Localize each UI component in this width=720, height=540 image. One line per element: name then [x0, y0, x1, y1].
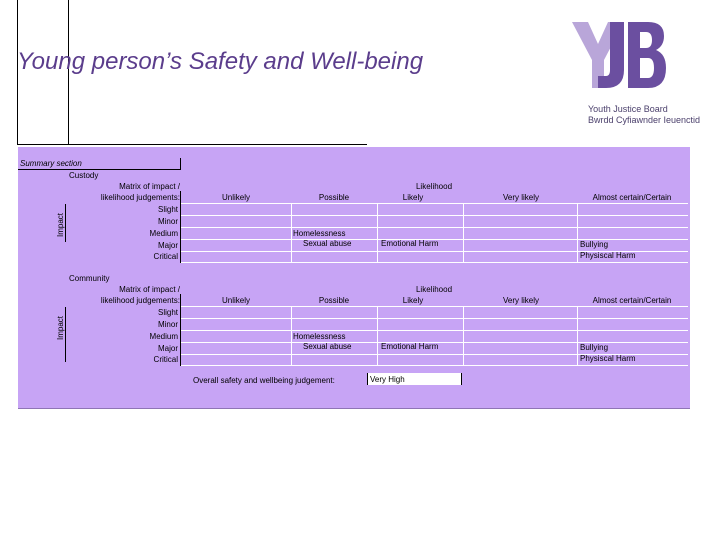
community-cell-homelessness: Homelessness — [293, 332, 346, 341]
summary-panel — [18, 147, 690, 409]
custody-grid-col-2 — [377, 203, 378, 263]
custody-matrix-label-1: Matrix of impact / — [119, 182, 180, 191]
custody-col-likely: Likely — [402, 193, 424, 202]
custody-col-unlikely: Unlikely — [221, 193, 250, 202]
community-grid-col-4 — [577, 306, 578, 366]
community-col-possible: Possible — [318, 296, 350, 305]
community-grid-line-2 — [181, 318, 688, 319]
community-col-almost-certain: Almost certain/Certain — [592, 296, 672, 305]
custody-heading: Custody — [69, 171, 99, 180]
page-title: Young person’s Safety and Well-being — [17, 48, 424, 75]
overall-judgement-label: Overall safety and wellbeing judgement: — [193, 376, 335, 385]
community-impact-label: Impact — [56, 315, 65, 340]
community-cell-sexual-abuse: Sexual abuse — [303, 342, 352, 351]
community-row-major: Major — [157, 344, 178, 353]
custody-grid-line-3 — [181, 227, 688, 228]
custody-cell-physical-harm: Physiscal Harm — [580, 251, 636, 260]
custody-row-major: Major — [157, 241, 178, 250]
community-grid-line-6 — [181, 365, 688, 366]
community-col-unlikely: Unlikely — [221, 296, 250, 305]
community-col-likely: Likely — [402, 296, 424, 305]
overall-judgement-field[interactable] — [367, 373, 462, 385]
community-heading: Community — [69, 274, 110, 283]
custody-cell-emotional-harm: Emotional Harm — [381, 239, 439, 248]
community-grid-col-1 — [291, 306, 292, 366]
custody-row-critical: Critical — [153, 252, 178, 261]
community-likelihood-label: Likelihood — [415, 285, 453, 294]
community-row-slight: Slight — [157, 308, 178, 317]
custody-grid-col-1 — [291, 203, 292, 263]
community-col-very-likely: Very likely — [502, 296, 539, 305]
community-row-medium: Medium — [149, 332, 178, 341]
custody-matrix-label-2: likelihood judgements: — [100, 193, 180, 202]
panel-bottom-line — [18, 408, 690, 409]
frame-bottom-line — [17, 144, 367, 145]
community-matrix-label-2: likelihood judgements: — [100, 296, 180, 305]
custody-impact-bracket — [65, 204, 66, 242]
community-cell-bullying: Bullying — [580, 343, 609, 352]
custody-grid-col-3 — [463, 203, 464, 263]
custody-impact-label: Impact — [56, 212, 65, 237]
custody-cell-homelessness: Homelessness — [293, 229, 346, 238]
custody-likelihood-label: Likelihood — [415, 182, 453, 191]
custody-grid-col-4 — [577, 203, 578, 263]
custody-row-slight: Slight — [157, 205, 178, 214]
community-cell-physical-harm: Physiscal Harm — [580, 354, 636, 363]
community-row-minor: Minor — [157, 320, 178, 329]
logo-line-2: Bwrdd Cyfiawnder Ieuenctid — [588, 115, 701, 125]
summary-section-label: Summary section — [20, 159, 82, 168]
custody-grid-line-1 — [181, 203, 688, 204]
custody-col-almost-certain: Almost certain/Certain — [592, 193, 672, 202]
yjb-logo-mark — [570, 20, 666, 90]
community-grid-col-2 — [377, 306, 378, 366]
overall-judgement-value: Very High — [370, 375, 405, 384]
custody-col-possible: Possible — [318, 193, 350, 202]
custody-col-very-likely: Very likely — [502, 193, 539, 202]
community-impact-bracket — [65, 307, 66, 362]
community-cell-emotional-harm: Emotional Harm — [381, 342, 439, 351]
community-grid-line-1 — [181, 306, 688, 307]
community-matrix-label-1: Matrix of impact / — [119, 285, 180, 294]
custody-grid-line-2 — [181, 215, 688, 216]
custody-cell-bullying: Bullying — [580, 240, 609, 249]
custody-row-medium: Medium — [149, 229, 178, 238]
yjb-logo — [566, 20, 706, 125]
custody-cell-sexual-abuse: Sexual abuse — [303, 239, 352, 248]
custody-row-minor: Minor — [157, 217, 178, 226]
community-row-critical: Critical — [153, 355, 178, 364]
community-grid-line-3 — [181, 330, 688, 331]
community-grid-col-3 — [463, 306, 464, 366]
logo-line-1: Youth Justice Board — [588, 104, 668, 114]
custody-grid-line-6 — [181, 262, 688, 263]
